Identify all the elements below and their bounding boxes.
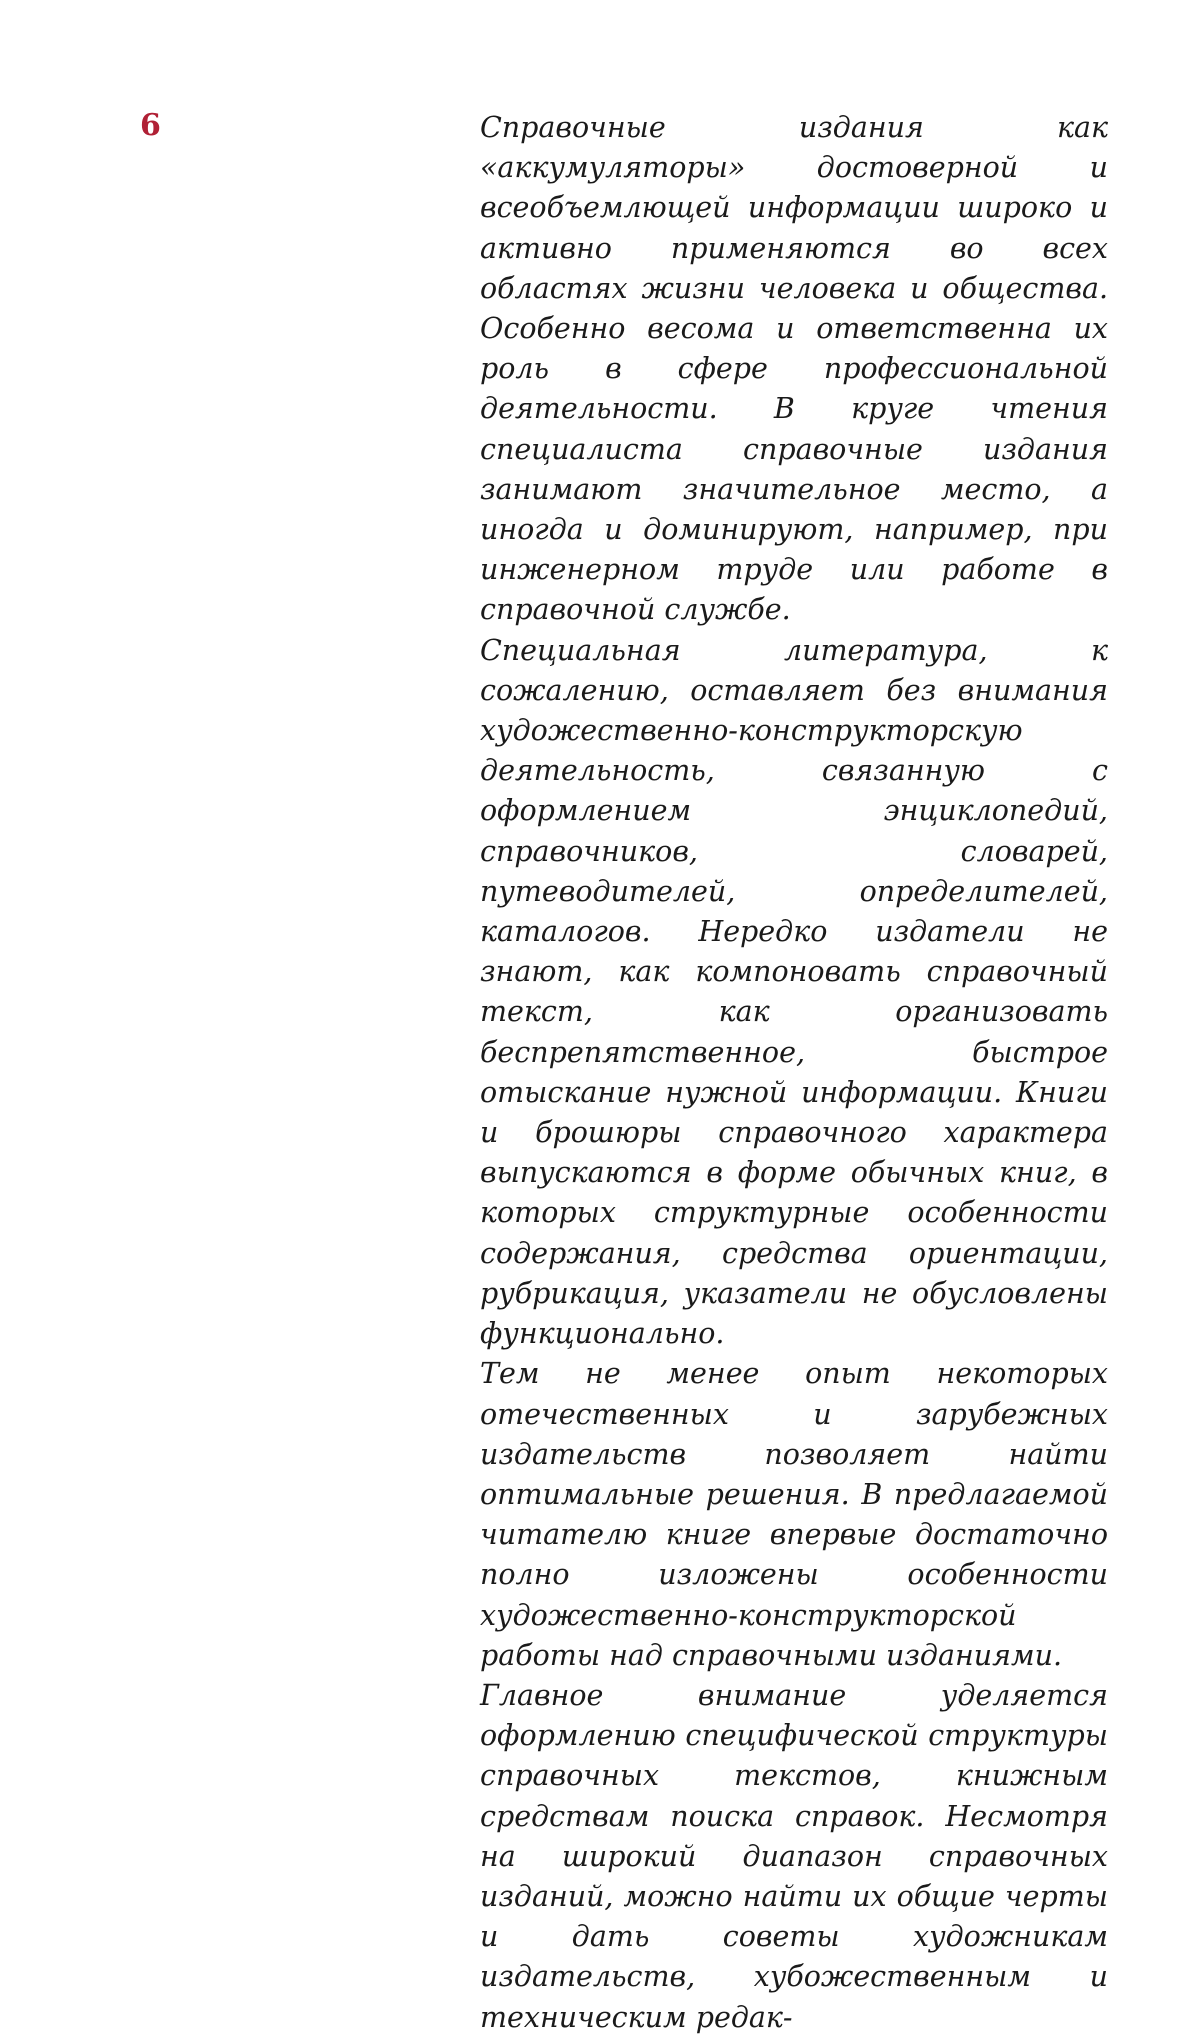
paragraph-2: Специальная литература, к сожалению, оставляет без внимания художественно-конструкторскую деятельность, связанную с оформлением энциклопедий, справочников, словарей, путеводителей, определителей, каталогов. Нередко издатели не знают, как компоновать справочный текст, как организовать беспрепятственное, быстрое отыскание нужной информации. Книги и брошюры справочного характера выпускаются в форме обычных книг, в которых структурные особенности содержания, средства ориентации, рубрикация, указатели не обусловлены функционально. — [480, 633, 1108, 1351]
paragraph-1: Справочные издания как «аккумуляторы» достоверной и всеобъемлющей информации широко и активно применяются во всех областях жизни человека и общества. Особенно весома и ответственна их роль в сфере профессиональной деятельности. В круге чтения специалиста справочные издания занимают значительное место, а иногда и доминируют, например, при инженерном труде или работе в справочной службе. — [480, 111, 1108, 627]
paragraph-3: Тем не менее опыт некоторых отечественных и зарубежных издательств позволяет найти оптимальные решения. В предлагаемой читателю книге впервые достаточно полно изложены особенности художественно-конструкторской работы над справочными изданиями. — [480, 1357, 1108, 1672]
body-text — [480, 108, 1108, 2038]
paragraph-4: Главное внимание уделяется оформлению специфической структуры справочных текстов, книжным средствам поиска справок. Несмотря на широкий диапазон справочных изданий, можно найти их общие черты и дать советы художникам издательств, хубожественным и техническим редак- — [480, 1678, 1108, 2034]
page-number: 6 — [140, 108, 161, 143]
